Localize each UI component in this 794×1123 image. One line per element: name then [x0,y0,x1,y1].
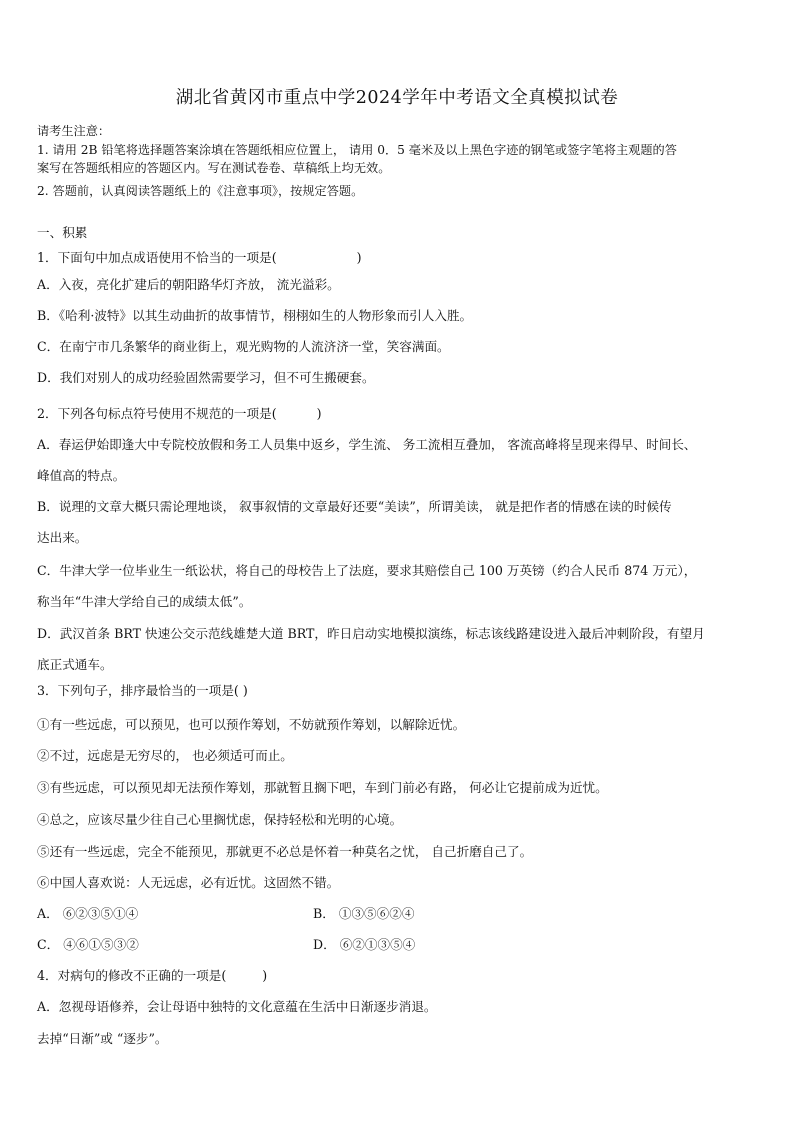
question-2-option-a-line-1: A．春运伊始即逢大中专院校放假和务工人员集中返乡，学生流、 务工流相互叠加， 客流高峰将呈现来得早、时间长、 [37,437,697,452]
question-1-stem-end: ) [356,250,362,265]
question-2-option-c-line-1: C．牛津大学一位毕业生一纸讼状，将自己的母校告上了法庭，要求其赔偿自己 100 万英镑（约合人民币 874 万元）， [37,563,697,578]
question-2-stem [37,406,764,422]
question-4-option-a-fix: 去掉“日渐”或 “逐步”。 [37,1031,168,1046]
page-title: 湖北省黄冈市重点中学2024学年中考语文全真模拟试卷 [175,88,619,108]
question-3-sentence-3: ③有些远虑，可以预见却无法预作筹划，那就暂且搁下吧，车到门前必有路， 何必让它提前成为近忧。 [37,780,608,795]
question-4-stem-text: 4．对病句的修改不正确的一项是( [37,968,227,983]
question-4-stem [37,968,764,984]
question-3-stem: 3．下列句子，排序最恰当的一项是( ) [37,683,248,698]
question-1-option-b: B．《哈利·波特》以其生动曲折的故事情节，栩栩如生的人物形象而引人入胜。 [37,308,473,323]
question-4-option-a: A．忽视母语修养，会让母语中独特的文化意蕴在生活中日渐逐步消退。 [37,999,437,1014]
question-1-option-d: D．我们对别人的成功经验固然需要学习，但不可生搬硬套。 [37,370,375,385]
question-3-sentence-2: ②不过，远虑是无穷尽的， 也必须适可而止。 [37,748,293,763]
question-2-option-c-line-2: 称当年“牛津大学给自己的成绩太低”。 [37,594,252,609]
question-1-stem-text: 1．下面句中加点成语使用不恰当的一项是( [37,250,277,265]
question-3-option-a: A． ⑥②③⑤①④ [37,906,139,921]
question-3-option-d: D． ⑥②①③⑤④ [313,937,416,952]
question-1-option-a: A．入夜，亮化扩建后的朝阳路华灯齐放， 流光溢彩。 [37,277,340,292]
question-3-sentence-1: ①有一些远虑，可以预见，也可以预作筹划，不妨就预作筹划，以解除近忧。 [37,717,466,732]
question-3-option-b: B． ①③⑤⑥②④ [313,906,415,921]
question-2-option-b-line-1: B．说理的文章大概只需论理地谈， 叙事叙情的文章最好还要“美读”，所谓美读， 就是把作者的情感在读的时候传 [37,499,672,514]
question-2-option-d-line-2: 底正式通车。 [37,657,113,672]
question-3-sentence-4: ④总之，应该尽量少往自己心里搁忧虑，保持轻松和光明的心境。 [37,812,403,827]
question-2-stem-end: ) [316,406,322,421]
question-2-option-b-line-2: 达出来。 [37,530,88,545]
question-2-stem-text: 2．下列各句标点符号使用不规范的一项是( [37,406,277,421]
notice-item-2: 2. 答题前，认真阅读答题纸上的《注意事项》，按规定答题。 [37,184,364,198]
question-3-sentence-6: ⑥中国人喜欢说：人无远虑，必有近忧。这固然不错。 [37,875,340,890]
section-heading: 一、积累 [37,225,88,240]
question-4-stem-end: ) [262,968,268,983]
question-1-option-c: C．在南宁市几条繁华的商业街上，观光购物的人流济济一堂，笑容满面。 [37,339,450,354]
notice-item-1-line-1: 1. 请用 2B 铅笔将选择题答案涂填在答题纸相应位置上， 请用 0．5 毫米及以上黑色字迹的钢笔或签字笔将主观题的答 [37,143,677,157]
question-3-option-c: C． ④⑥①⑤③② [37,937,139,952]
question-2-option-a-line-2: 峰值高的特点。 [37,468,126,483]
question-3-sentence-5: ⑤还有一些远虑，完全不能预见，那就更不必总是怀着一种莫名之忧， 自己折磨自己了。 [37,844,533,859]
notice-item-1-line-2: 案写在答题纸相应的答题区内。写在测试卷卷、草稿纸上均无效。 [37,161,391,175]
notice-heading: 请考生注意： [37,124,111,138]
question-1-stem [37,250,764,266]
question-2-option-d-line-1: D．武汉首条 BRT 快速公交示范线雄楚大道 BRT，昨日启动实地模拟演练，标志该线路建设进入最后冲刺阶段，有望月 [37,626,705,641]
